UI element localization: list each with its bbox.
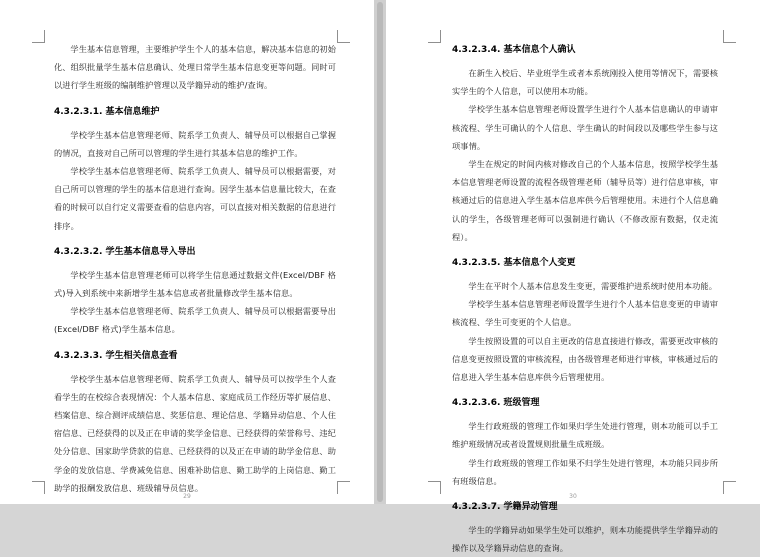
body-paragraph: 学生在规定的时间内核对修改自己的个人基本信息，按照学校学生基本信息管理老师设置的流程各级管理老师（辅导员等）进行信息审核，审核通过后的信息进入学生基本信息库供今后管理使用。未进行个人信息确认的学生，各级管理老师可以强制进行确认（不修改原有数据，仅走流程）。	[452, 159, 718, 242]
body-paragraph: 在新生入校后、毕业班学生或者本系统刚投入使用等情况下，需要核实学生的个人信息，可以使用本功能。	[452, 68, 718, 97]
body-paragraph: 学校学生基本信息管理老师设置学生进行个人基本信息变更的申请审核流程、学生可变更的个人信息。	[452, 299, 718, 328]
section-heading: 4.3.2.3.4. 基本信息个人确认	[452, 45, 576, 55]
body-paragraph: 学校学生基本信息管理老师、院系学工负责人、辅导员可以根据自己掌握的情况，直接对自己所可以管理的学生进行其基本信息的维护工作。	[54, 129, 336, 158]
document-page-right	[386, 0, 760, 554]
document-page-left	[0, 0, 374, 504]
crop-mark	[723, 30, 736, 43]
section-heading: 4.3.2.3.2. 学生基本信息导入导出	[54, 246, 196, 257]
page-number: 30	[569, 493, 577, 500]
crop-mark	[337, 30, 350, 43]
body-paragraph: 学生的学籍异动如果学生处可以维护，则本功能提供学生学籍异动的操作以及学籍异动信息的查询。	[452, 525, 718, 554]
body-paragraph: 学生行政班级的管理工作如果不归学生处进行管理，本功能只同步所有班级信息。	[452, 457, 718, 486]
section-heading: 4.3.2.3.6. 班级管理	[452, 398, 540, 409]
section-heading: 4.3.2.3.5. 基本信息个人变更	[452, 258, 576, 269]
section-heading: 4.3.2.3.7. 学籍异动管理	[452, 502, 558, 513]
section-heading: 4.3.2.3.3. 学生相关信息查看	[54, 350, 178, 361]
section-heading: 4.3.2.3.1. 基本信息维护	[54, 106, 160, 117]
body-paragraph: 学校学生基本信息管理老师、院系学工负责人、辅导员可以根据需要导出(Excel/DBF 格式)学生基本信息。	[54, 306, 336, 335]
body-paragraph: 学生按照设置的可以自主更改的信息直接进行修改，需要更改审核的信息变更按照设置的审核流程，由各级管理老师进行审核，审核通过后的信息进入学生基本信息库供今后管理使用。	[452, 335, 718, 383]
body-paragraph: 学校学生基本信息管理老师可以将学生信息通过数据文件(Excel/DBF 格式)导入到系统中来新增学生基本信息或者批量修改学生基本信息。	[54, 269, 336, 299]
crop-mark	[32, 30, 45, 43]
vertical-scrollbar[interactable]	[374, 0, 386, 504]
page-number: 29	[183, 493, 191, 500]
body-paragraph: 学校学生基本信息管理老师、院系学工负责人、辅导员可以按学生个人查看学生的在校综合表现情况：个人基本信息、家庭成员工作经历等扩展信息、档案信息、综合测评成绩信息、奖惩信息、理论信息、学籍异动信息、个人住宿信息、已经获得的以及正在申请的奖学金信息、已经获得的荣誉称号、违纪处分信息、国家助学贷款的信息、已经获得的以及正在申请的助学金信息、助学金的发放信息、学费减免信息、困难补助信息、勤工助学的上岗信息、勤工助学的报酬发放信息、班级辅导员信息。	[54, 373, 336, 493]
page-content	[452, 40, 718, 557]
body-paragraph: 学生行政班级的管理工作如果归学生处进行管理，则本功能可以手工维护班级情况或者设置规则批量生成班级。	[452, 421, 718, 450]
body-paragraph: 学校学生基本信息管理老师设置学生进行个人基本信息确认的申请审核流程、学生可确认的个人信息、学生确认的时间段以及哪些学生参与这项事情。	[452, 104, 718, 151]
body-paragraph: 学校学生基本信息管理老师、院系学工负责人、辅导员可以根据需要，对自己所可以管理的学生的基本信息进行查询。因学生基本信息量比较大，在查看的时候可以自行定义需要查看的信息内容，可以直接对相关数据的信息进行排序。	[54, 166, 336, 231]
page-content	[54, 40, 336, 497]
crop-mark	[428, 30, 441, 43]
scrollbar-thumb[interactable]	[377, 2, 383, 502]
intro-paragraph: 学生基本信息管理，主要维护学生个人的基本信息，解决基本信息的初始化、组织批量学生基本信息确认、处理日常学生基本信息变更等问题。同时可以进行学生班级的编制维护管理以及学籍异动的维护/查询。	[54, 44, 336, 91]
body-paragraph: 学生在平时个人基本信息发生变更，需要维护进系统时使用本功能。	[468, 281, 718, 292]
